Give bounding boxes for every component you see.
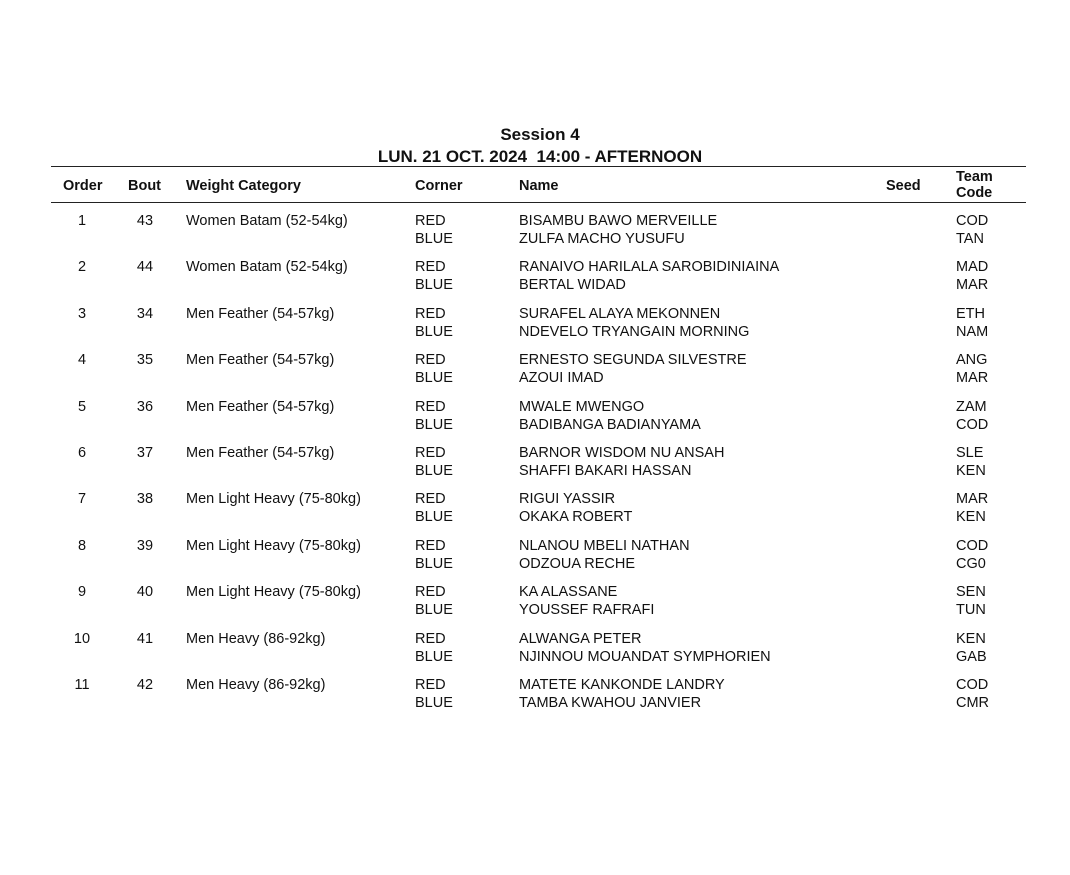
table-row (51, 258, 1026, 304)
blue-name-cell: ODZOUA RECHE (519, 555, 636, 572)
weight-category-cell: Men Heavy (86-92kg) (186, 630, 326, 647)
red-corner-cell: RED (415, 305, 446, 322)
bout-cell: 42 (136, 676, 154, 693)
red-corner-cell: RED (415, 213, 446, 229)
bout-cell: 38 (136, 491, 154, 508)
red-name-cell: KA ALASSANE (519, 584, 618, 601)
col-weight-header: Weight Category (186, 178, 301, 194)
bout-cell: 37 (136, 444, 154, 461)
weight-category-cell: Men Heavy (86-92kg) (186, 676, 326, 693)
order-cell: 1 (77, 213, 87, 229)
red-corner-cell: RED (415, 537, 446, 554)
red-corner-cell: RED (415, 444, 446, 461)
red-corner-cell: RED (415, 491, 446, 508)
session-title: Session 4 (500, 125, 580, 144)
blue-corner-cell: BLUE (415, 370, 453, 387)
red-name-cell: ALWANGA PETER (519, 630, 642, 647)
blue-name-cell: ZULFA MACHO YUSUFU (519, 231, 685, 247)
order-cell: 3 (77, 305, 87, 322)
session-subtitle: LUN. 21 OCT. 2024 14:00 - AFTERNOON (377, 147, 703, 166)
red-corner-cell: RED (415, 630, 446, 647)
red-corner-cell: RED (415, 584, 446, 601)
bout-table (51, 166, 1026, 722)
red-name-cell: NLANOU MBELI NATHAN (519, 537, 690, 554)
blue-name-cell: TAMBA KWAHOU JANVIER (519, 694, 702, 711)
bout-cell: 36 (136, 398, 154, 415)
order-cell: 10 (73, 630, 91, 647)
red-name-cell: RIGUI YASSIR (519, 491, 616, 508)
weight-category-cell: Men Light Heavy (75-80kg) (186, 537, 361, 554)
col-seed-header: Seed (886, 178, 921, 194)
red-name-cell: BARNOR WISDOM NU ANSAH (519, 444, 725, 461)
weight-category-cell: Women Batam (52-54kg) (186, 213, 348, 229)
table-row (51, 351, 1026, 397)
bout-list (51, 203, 1026, 722)
red-name-cell: MWALE MWENGO (519, 398, 645, 415)
weight-category-cell: Men Light Heavy (75-80kg) (186, 491, 361, 508)
col-team-header-line2: Code (956, 185, 993, 201)
blue-name-cell: BERTAL WIDAD (519, 277, 626, 294)
red-team-cell: KEN (956, 630, 986, 647)
blue-corner-cell: BLUE (415, 231, 453, 247)
red-team-cell: COD (956, 213, 989, 229)
blue-team-cell: KEN (956, 509, 986, 526)
red-team-cell: ETH (956, 305, 985, 322)
bout-cell: 43 (136, 213, 154, 229)
blue-corner-cell: BLUE (415, 462, 453, 479)
red-team-cell: ZAM (956, 398, 987, 415)
red-name-cell: BISAMBU BAWO MERVEILLE (519, 213, 718, 229)
col-team-header (956, 169, 993, 201)
blue-name-cell: SHAFFI BAKARI HASSAN (519, 462, 692, 479)
blue-team-cell: MAR (956, 370, 989, 387)
blue-name-cell: NDEVELO TRYANGAIN MORNING (519, 323, 750, 340)
bout-cell: 34 (136, 305, 154, 322)
red-corner-cell: RED (415, 352, 446, 369)
col-corner-header: Corner (415, 178, 463, 194)
table-row (51, 676, 1026, 722)
bout-cell: 44 (136, 259, 154, 276)
table-row (51, 444, 1026, 490)
blue-name-cell: OKAKA ROBERT (519, 509, 633, 526)
table-row (51, 305, 1026, 351)
red-team-cell: COD (956, 537, 989, 554)
red-team-cell: COD (956, 676, 989, 693)
red-name-cell: SURAFEL ALAYA MEKONNEN (519, 305, 721, 322)
order-cell: 2 (77, 259, 87, 276)
weight-category-cell: Men Light Heavy (75-80kg) (186, 584, 361, 601)
blue-corner-cell: BLUE (415, 694, 453, 711)
order-cell: 4 (77, 352, 87, 369)
blue-name-cell: YOUSSEF RAFRAFI (519, 602, 655, 619)
table-row (51, 583, 1026, 629)
table-row (51, 490, 1026, 536)
table-row (51, 398, 1026, 444)
blue-team-cell: TAN (956, 231, 984, 247)
col-team-header-line1: Team (956, 169, 993, 185)
blue-team-cell: GAB (956, 648, 987, 665)
table-row (51, 212, 1026, 258)
order-cell: 6 (77, 444, 87, 461)
blue-corner-cell: BLUE (415, 602, 453, 619)
red-team-cell: SEN (956, 584, 986, 601)
blue-team-cell: MAR (956, 277, 989, 294)
weight-category-cell: Men Feather (54-57kg) (186, 305, 335, 322)
blue-corner-cell: BLUE (415, 509, 453, 526)
order-cell: 5 (77, 398, 87, 415)
table-row (51, 630, 1026, 676)
red-name-cell: MATETE KANKONDE LANDRY (519, 676, 725, 693)
red-name-cell: RANAIVO HARILALA SAROBIDINIAINA (519, 259, 780, 276)
order-cell: 7 (77, 491, 87, 508)
blue-team-cell: CG0 (956, 555, 986, 572)
red-team-cell: MAD (956, 259, 989, 276)
bout-cell: 39 (136, 537, 154, 554)
blue-team-cell: COD (956, 416, 989, 433)
red-corner-cell: RED (415, 676, 446, 693)
red-corner-cell: RED (415, 398, 446, 415)
blue-name-cell: BADIBANGA BADIANYAMA (519, 416, 701, 433)
col-order-header: Order (63, 178, 103, 194)
blue-corner-cell: BLUE (415, 323, 453, 340)
blue-corner-cell: BLUE (415, 648, 453, 665)
blue-corner-cell: BLUE (415, 555, 453, 572)
weight-category-cell: Men Feather (54-57kg) (186, 352, 335, 369)
red-corner-cell: RED (415, 259, 446, 276)
blue-name-cell: AZOUI IMAD (519, 370, 604, 387)
red-name-cell: ERNESTO SEGUNDA SILVESTRE (519, 352, 747, 369)
bout-cell: 35 (136, 352, 154, 369)
order-cell: 9 (77, 584, 87, 601)
blue-team-cell: NAM (956, 323, 989, 340)
red-team-cell: MAR (956, 491, 989, 508)
red-team-cell: SLE (956, 444, 984, 461)
blue-name-cell: NJINNOU MOUANDAT SYMPHORIEN (519, 648, 771, 665)
weight-category-cell: Women Batam (52-54kg) (186, 259, 348, 276)
weight-category-cell: Men Feather (54-57kg) (186, 444, 335, 461)
bout-cell: 41 (136, 630, 154, 647)
red-team-cell: ANG (956, 352, 988, 369)
blue-team-cell: KEN (956, 462, 986, 479)
bout-cell: 40 (136, 584, 154, 601)
table-row (51, 537, 1026, 583)
blue-team-cell: CMR (956, 694, 990, 711)
blue-corner-cell: BLUE (415, 277, 453, 294)
order-cell: 11 (74, 676, 90, 693)
col-name-header: Name (519, 178, 559, 194)
blue-corner-cell: BLUE (415, 416, 453, 433)
table-header (51, 166, 1026, 203)
weight-category-cell: Men Feather (54-57kg) (186, 398, 335, 415)
order-cell: 8 (77, 537, 87, 554)
col-bout-header: Bout (128, 178, 162, 194)
session-header (0, 124, 1070, 168)
blue-team-cell: TUN (956, 602, 986, 619)
